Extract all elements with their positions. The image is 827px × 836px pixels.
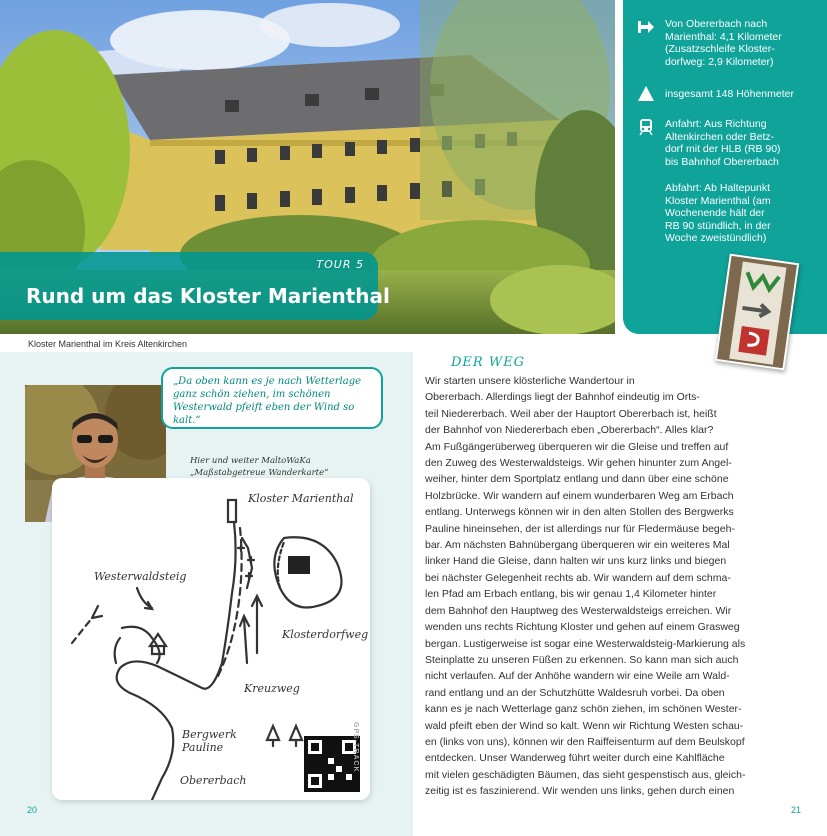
page-number-right: 21 xyxy=(791,805,802,815)
body-line: Holzbrücke. Wir wandern auf einem wunderbaren Weg am Erbach xyxy=(425,489,734,502)
train-icon xyxy=(637,118,655,136)
map-label-obererbach: Obererbach xyxy=(180,774,247,787)
info-departure-line: Abfahrt: Ab Haltepunkt xyxy=(665,182,771,194)
body-line: nicht verlaufen. Auf der Anhöhe wandern wir eine Weile am Wald- xyxy=(425,670,730,683)
body-line: rand entlang und an der Schutzhütte Waldesruh vorbei. Da oben xyxy=(425,686,725,699)
body-line: entdecken. Unser Wanderweg führt weiter durch eine Kahlfläche xyxy=(425,752,725,765)
body-line: len Pfad am Erbach entlang, bis wir genau 1,4 Kilometer hinter xyxy=(425,588,717,601)
body-line: bar. Am nächsten Bahnübergang überqueren wir ein weiteres Mal xyxy=(425,539,730,552)
body-line: bergan. Lustigerweise ist sogar eine Westerwaldsteig-Markierung als xyxy=(425,637,746,650)
mountain-icon xyxy=(637,84,655,102)
map-label-kloster: Kloster Marienthal xyxy=(248,492,354,505)
info-departure-line: RB 90 stündlich, in der xyxy=(665,219,771,232)
body-line: bei nächster Gelegenheit rechts ab. Wir wandern auf dem schma- xyxy=(425,571,731,584)
trail-marker-photo xyxy=(715,254,799,371)
body-text xyxy=(425,373,805,800)
body-line: linker Hand die Gleise, dann halten wir uns kurz links und biegen xyxy=(425,555,727,568)
body-line: dem Bahnhof den Hauptweg des Westerwaldsteigs erreichen. Wir xyxy=(425,604,732,617)
section-heading: DER WEG xyxy=(451,355,526,370)
body-line: Obererbach. Allerdings liegt der Bahnhof eindeutig im Orts- xyxy=(425,391,700,404)
body-line: Am Fußgängerüberweg überqueren wir die Gleise und treffen auf xyxy=(425,440,729,453)
info-arrival-line: bis Bahnhof Obererbach xyxy=(665,155,779,168)
tour-label: TOUR 5 xyxy=(316,258,364,271)
map-note-line2: „Maßstabgetreue Wanderkarte“ xyxy=(190,468,329,478)
map-label-kreuzweg: Kreuzweg xyxy=(244,682,300,695)
body-line: weiher, hinter dem Sportplatz entlang und dann über eine schöne xyxy=(425,473,729,486)
map-label-bergwerk: Bergwerk Pauline xyxy=(182,728,237,754)
quote-box: „Da oben kann es je nach Wetterlage ganz schön ziehen, im schönen Westerwald pfeift eben der Wind so kalt.“ xyxy=(161,367,383,429)
map-label-westerwaldsteig: Westerwaldsteig xyxy=(94,570,187,583)
info-departure xyxy=(665,182,820,245)
info-departure-line: Wochenende hält der xyxy=(665,207,765,219)
arrow-route-icon xyxy=(637,18,655,36)
info-route-line: Marienthal: 4,1 Kilometer xyxy=(665,30,782,43)
info-route xyxy=(665,18,820,68)
body-line: mit vielen geschädigten Bäumen, das sieht gespenstisch aus, gleich- xyxy=(425,768,746,781)
info-route-line: dorfweg: 2,9 Kilometer) xyxy=(665,55,774,68)
tour-title-banner xyxy=(0,252,390,320)
map-note-line1: Hier und weiter MaltoWaKa xyxy=(190,456,311,466)
info-departure-line: Woche zweistündlich) xyxy=(665,232,767,244)
page-number-left: 20 xyxy=(27,805,38,815)
body-line: kann es je nach Wetterlage ganz schön ziehen, im schönen Wester- xyxy=(425,703,742,716)
map-note xyxy=(190,455,328,479)
body-line: Pauline hineinsehen, der ist allerdings nur für Fledermäuse begeh- xyxy=(425,522,735,535)
body-line: den Zuweg des Westerwaldsteigs. Wir gehen hinunter zum Angel- xyxy=(425,457,732,470)
info-elevation: insgesamt 148 Höhenmeter xyxy=(665,88,794,100)
info-route-line: (Zusatzschleife Kloster- xyxy=(665,43,775,55)
info-arrival xyxy=(665,118,820,168)
body-line: Steinplatte zu unseren Füßen zu erkennen. So kann man sich auch xyxy=(425,653,739,666)
body-line: zeitig ist es faszinierend. Wir wenden uns links, gehen durch einen xyxy=(425,785,735,798)
body-line: teil Niedererbach. Weil aber der Hauptort Obererbach ist, heißt xyxy=(425,407,717,420)
gps-track-label: GPS-TRACK xyxy=(352,722,359,773)
info-arrival-line: Anfahrt: Aus Richtung xyxy=(665,118,767,130)
body-line: wald pfeift eben der Wind so kalt. Wenn wir Richtung Westen schau- xyxy=(425,719,744,732)
body-line: en (links von uns), können wir den Raiffeisenturm auf dem Beulskopf xyxy=(425,735,745,748)
tour-title: Rund um das Kloster Marienthal xyxy=(26,284,390,308)
info-route-line: Von Obererbach nach xyxy=(665,18,768,30)
hand-drawn-map xyxy=(52,478,370,800)
map-label-klosterdorfweg: Klosterdorfweg xyxy=(282,628,369,641)
body-line: der Bahnhof von Niedererbach eben „Obererbach“. Alles klar? xyxy=(425,424,714,437)
info-arrival-line: dorf mit der HLB (RB 90) xyxy=(665,143,781,155)
info-departure-line: Kloster Marienthal (am xyxy=(665,194,771,207)
body-line: Wir starten unsere klösterliche Wandertour in xyxy=(425,375,635,387)
photo-caption: Kloster Marienthal im Kreis Altenkirchen xyxy=(28,339,188,349)
info-arrival-line: Altenkirchen oder Betz- xyxy=(665,130,775,143)
body-line: entlang. Unterwegs können wir in den alten Stollen des Bergwerks xyxy=(425,506,734,519)
body-line: wenden uns rechts Richtung Kloster und gehen auf einem Grasweg xyxy=(425,621,740,634)
